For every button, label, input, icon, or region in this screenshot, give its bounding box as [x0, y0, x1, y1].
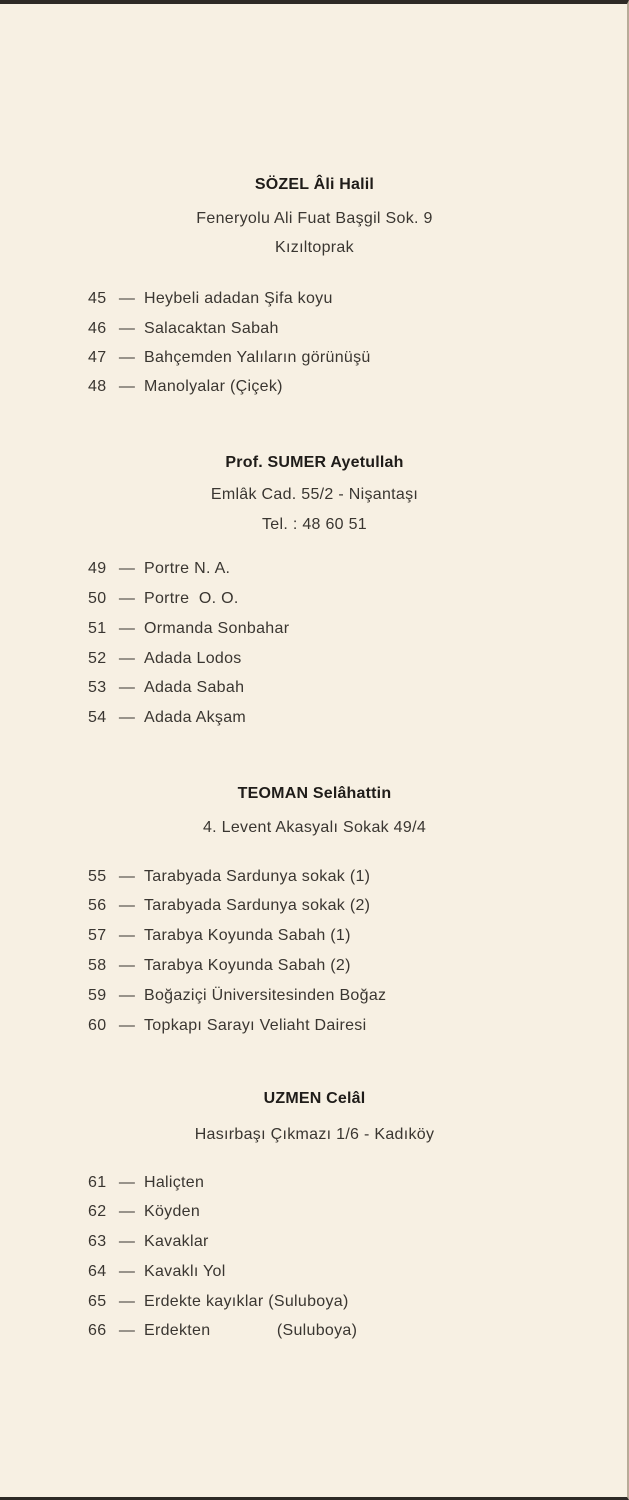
work-number: 51	[88, 620, 107, 637]
work-number: 63	[88, 1233, 107, 1250]
dash: —	[118, 590, 136, 607]
work-number: 57	[88, 927, 107, 944]
work-item	[88, 378, 283, 396]
work-number: 48	[88, 378, 107, 395]
work-item	[88, 349, 371, 367]
work-number: 66	[88, 1322, 107, 1339]
dash: —	[118, 560, 136, 577]
dash: —	[118, 1017, 136, 1034]
work-item	[88, 1322, 357, 1340]
work-title: Erdekten (Suluboya)	[144, 1322, 358, 1339]
dash: —	[118, 1263, 136, 1280]
dash: —	[118, 987, 136, 1004]
dash: —	[118, 650, 136, 667]
artist-name: TEOMAN Selâhattin	[237, 785, 392, 802]
dash: —	[118, 709, 136, 726]
dash: —	[118, 1322, 136, 1339]
work-title: Manolyalar (Çiçek)	[144, 378, 283, 395]
work-number: 58	[88, 957, 107, 974]
work-title: Tarabya Koyunda Sabah (1)	[144, 927, 351, 944]
work-number: 61	[88, 1174, 107, 1191]
dash: —	[118, 1174, 136, 1191]
work-item	[88, 1174, 204, 1192]
work-number: 53	[88, 679, 107, 696]
artist-address: 4. Levent Akasyalı Sokak 49/4	[202, 819, 427, 836]
work-title: Topkapı Sarayı Veliaht Dairesi	[144, 1017, 367, 1034]
artist-address: Kızıltoprak	[275, 239, 354, 256]
work-item	[88, 868, 370, 886]
work-title: Heybeli adadan Şifa koyu	[144, 290, 333, 307]
dash: —	[118, 957, 136, 974]
work-title: Haliçten	[144, 1174, 205, 1191]
work-title: Adada Sabah	[144, 679, 245, 696]
work-number: 45	[88, 290, 107, 307]
work-title: Adada Lodos	[144, 650, 242, 667]
work-number: 49	[88, 560, 107, 577]
work-item	[88, 1203, 200, 1221]
work-number: 64	[88, 1263, 107, 1280]
work-item	[88, 620, 289, 638]
work-item	[88, 320, 279, 338]
dash: —	[118, 378, 136, 395]
work-title: Portre O. O.	[144, 590, 239, 607]
work-item	[88, 927, 351, 945]
work-title: Portre N. A.	[144, 560, 231, 577]
work-item	[88, 590, 239, 608]
dash: —	[118, 679, 136, 696]
dash: —	[118, 320, 136, 337]
work-number: 52	[88, 650, 107, 667]
work-number: 47	[88, 349, 107, 366]
work-number: 65	[88, 1293, 107, 1310]
work-number: 60	[88, 1017, 107, 1034]
artist-address: Hasırbaşı Çıkmazı 1/6 - Kadıköy	[194, 1126, 435, 1143]
dash: —	[118, 620, 136, 637]
work-item	[88, 987, 386, 1005]
work-item	[88, 1233, 209, 1251]
dash: —	[118, 1233, 136, 1250]
work-item	[88, 1293, 349, 1311]
work-item	[88, 650, 242, 668]
work-item	[88, 1017, 366, 1035]
artist-address: Emlâk Cad. 55/2 - Nişantaşı	[210, 486, 419, 503]
work-title: Adada Akşam	[144, 709, 247, 726]
work-title: Boğaziçi Üniversitesinden Boğaz	[144, 987, 387, 1004]
work-item	[88, 679, 244, 697]
work-item	[88, 709, 246, 727]
work-title: Bahçemden Yalıların görünüşü	[144, 349, 371, 366]
dash: —	[118, 1293, 136, 1310]
dash: —	[118, 868, 136, 885]
work-item	[88, 560, 230, 578]
work-title: Kavaklı Yol	[144, 1263, 226, 1280]
dash: —	[118, 349, 136, 366]
work-title: Tarabyada Sardunya sokak (1)	[144, 868, 371, 885]
artist-name: Prof. SUMER Ayetullah	[225, 454, 404, 471]
artist-address: Tel. : 48 60 51	[261, 516, 367, 533]
work-number: 54	[88, 709, 107, 726]
dash: —	[118, 927, 136, 944]
work-number: 62	[88, 1203, 107, 1220]
work-number: 56	[88, 897, 107, 914]
work-title: Erdekte kayıklar (Suluboya)	[144, 1293, 349, 1310]
dash: —	[118, 897, 136, 914]
work-title: Ormanda Sonbahar	[144, 620, 290, 637]
work-item	[88, 897, 370, 915]
work-title: Tarabyada Sardunya sokak (2)	[144, 897, 371, 914]
dash: —	[118, 290, 136, 307]
work-item	[88, 290, 333, 308]
work-title: Kavaklar	[144, 1233, 209, 1250]
dash: —	[118, 1203, 136, 1220]
work-item	[88, 1263, 226, 1281]
work-number: 50	[88, 590, 107, 607]
artist-name: UZMEN Celâl	[263, 1090, 366, 1107]
artist-name: SÖZEL Âli Halil	[254, 176, 375, 193]
artist-address: Feneryolu Ali Fuat Başgil Sok. 9	[196, 210, 433, 227]
work-number: 46	[88, 320, 107, 337]
work-number: 59	[88, 987, 107, 1004]
work-number: 55	[88, 868, 107, 885]
work-title: Salacaktan Sabah	[144, 320, 279, 337]
work-item	[88, 957, 351, 975]
work-title: Tarabya Koyunda Sabah (2)	[144, 957, 351, 974]
work-title: Köyden	[144, 1203, 201, 1220]
